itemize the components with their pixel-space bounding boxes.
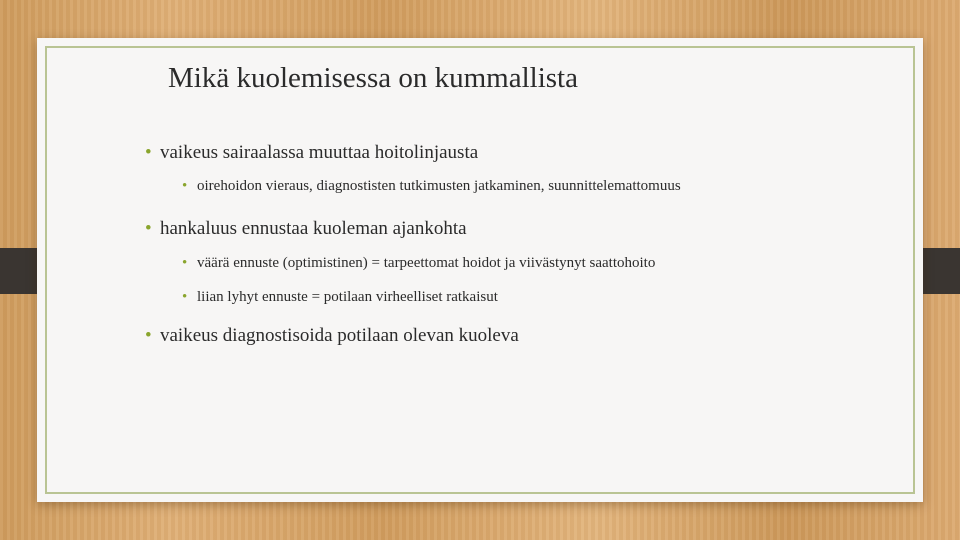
bullet-text: oirehoidon vieraus, diagnostisten tutkimusten jatkaminen, suunnittelemattomuus [197,178,681,194]
bullet-dot-icon: • [182,178,188,194]
bullet-text: hankaluus ennustaa kuoleman ajankohta [160,218,467,239]
bullet-text: vaikeus diagnostisoida potilaan olevan kuoleva [160,325,519,346]
bullet-dot-icon: • [182,255,188,271]
bullet-item [145,218,467,240]
right-binder-tab [918,248,960,294]
bullet-list [37,38,923,502]
bullet-item [145,142,479,164]
bullet-dot-icon: • [182,289,188,305]
sub-bullet-item [182,289,498,306]
bullet-dot-icon: • [145,325,152,346]
slide [37,38,923,502]
bullet-text: liian lyhyt ennuste = potilaan virheelliset ratkaisut [197,289,498,305]
bullet-text: väärä ennuste (optimistinen) = tarpeettomat hoidot ja viivästynyt saattohoito [197,255,656,271]
bullet-text: vaikeus sairaalassa muuttaa hoitolinjausta [160,142,479,163]
sub-bullet-item [182,255,656,272]
sub-bullet-item [182,178,681,195]
bullet-dot-icon: • [145,142,152,163]
bullet-item [145,325,519,347]
left-binder-tab [0,248,42,294]
slide-title: Mikä kuolemisessa on kummallista [168,62,578,94]
bullet-dot-icon: • [145,218,152,239]
